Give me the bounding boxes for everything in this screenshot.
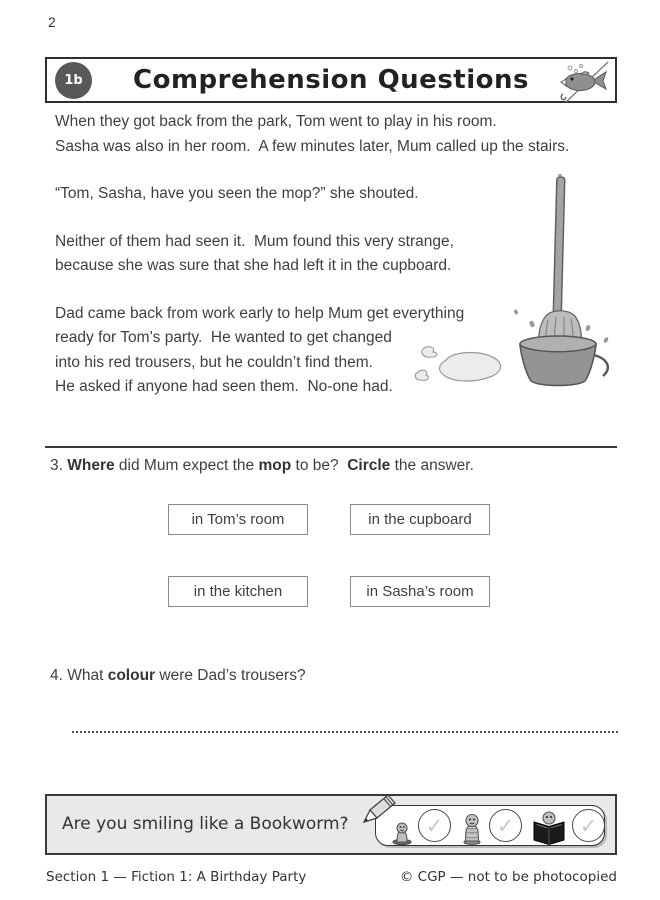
medium-bookworm-icon: [459, 811, 485, 845]
answer-option-toms-room[interactable]: in Tom’s room: [168, 504, 308, 535]
passage-line: Sasha was also in her room. A few minutes later, Mum called up the stairs.: [55, 137, 570, 155]
question-4-text: 4. What: [50, 667, 108, 684]
question-3-text: 3.: [50, 457, 68, 474]
passage-line: He asked if anyone had seen them. No-one had.: [55, 378, 393, 395]
puddle-illustration: [412, 340, 507, 393]
answer-option-cupboard[interactable]: in the cupboard: [350, 504, 490, 535]
tick-circle-3[interactable]: [572, 809, 605, 842]
self-assessment-label: Are you smiling like a Bookworm?: [62, 814, 349, 834]
passage-line: When they got back from the park, Tom went to play in his room.: [55, 113, 497, 130]
passage-line: into his red trousers, but he couldn’t find them.: [55, 353, 373, 371]
page-title: Comprehension Questions: [133, 65, 529, 95]
passage-line: because she was sure that she had left it in the cupboard.: [55, 257, 452, 274]
mop-bucket-illustration: [498, 174, 623, 399]
footer-copyright: © CGP — not to be photocopied: [399, 869, 617, 885]
question-3: 3. Where did Mum expect the mop to be? Circle the answer.: [50, 457, 474, 474]
tick-1: ✓: [425, 813, 444, 838]
bookworm-reading-icon: [530, 809, 568, 845]
answer-option-sashas-room[interactable]: in Sasha’s room: [350, 576, 490, 607]
assessment-tick-panel: [375, 805, 605, 846]
header-banner: [45, 57, 617, 103]
tick-circle-2[interactable]: [489, 809, 522, 842]
tick-2: ✓: [496, 813, 515, 838]
fish-on-line-icon: [548, 61, 610, 108]
passage-paragraph: [55, 110, 620, 159]
answer-option-kitchen[interactable]: in the kitchen: [168, 576, 308, 607]
exercise-badge: 1b: [55, 62, 92, 99]
passage-line: Neither of them had seen it. Mum found this very strange,: [55, 232, 454, 250]
tick-3: ✓: [579, 813, 598, 838]
answer-writing-line[interactable]: [72, 717, 618, 733]
pencil-icon: [360, 792, 396, 829]
passage-line: ready for Tom’s party. He wanted to get changed: [55, 329, 392, 346]
tick-circle-1[interactable]: [418, 809, 451, 842]
question-4: 4. What colour were Dad’s trousers?: [50, 667, 306, 684]
page-number: 2: [48, 14, 56, 30]
section-divider: [45, 446, 617, 448]
footer-section-title: Section 1 — Fiction 1: A Birthday Party: [46, 869, 307, 885]
self-assessment-box: [45, 794, 617, 855]
passage-line: Dad came back from work early to help Mum get everything: [55, 304, 465, 322]
passage-line: “Tom, Sasha, have you seen the mop?” she shouted.: [55, 185, 419, 202]
